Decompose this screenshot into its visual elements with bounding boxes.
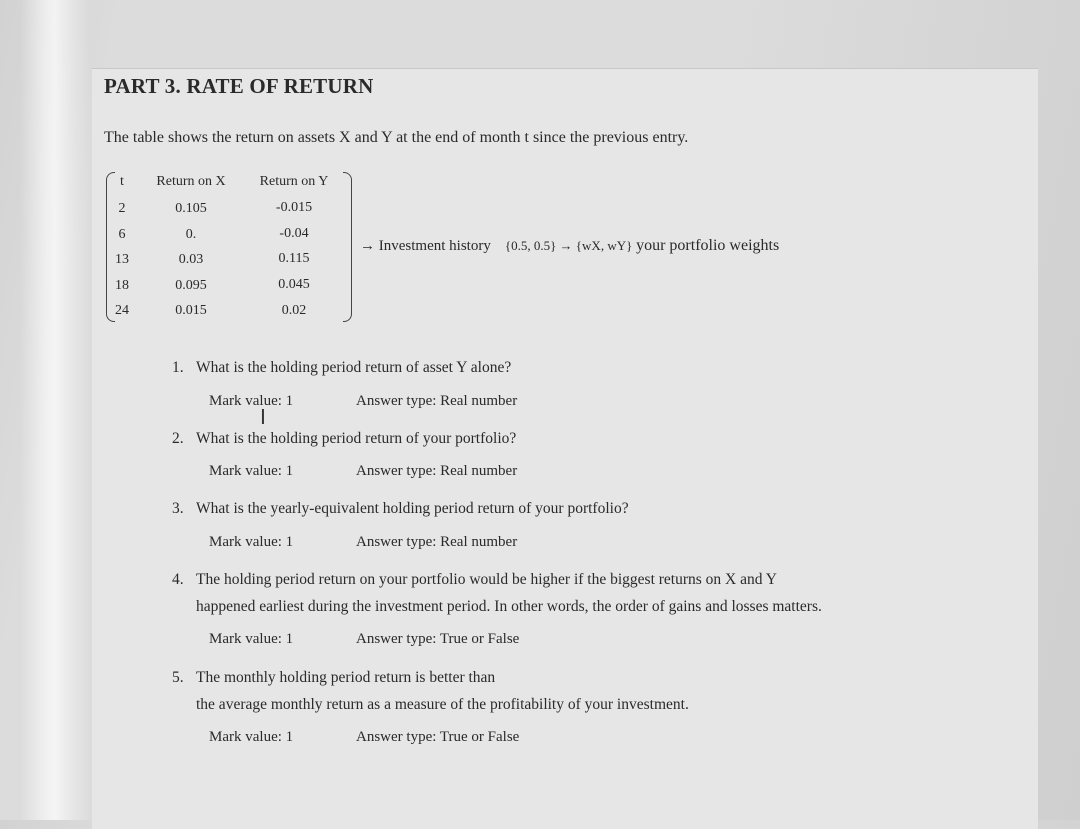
question-2 (172, 430, 516, 448)
screen-glare (20, 0, 90, 820)
question-2-meta (209, 463, 518, 480)
table-cell: 0. (185, 227, 197, 242)
question-5-meta (209, 729, 520, 746)
question-1 (172, 359, 511, 377)
matrix-right-bracket (343, 172, 352, 322)
weights-expression: {0.5, 0.5} → {wX, wY} (504, 238, 633, 253)
question-text: The holding period return on your portfolio would be higher if the biggest returns on X and Y (196, 571, 777, 588)
investment-history (360, 237, 779, 255)
weights-label: your portfolio weights (636, 237, 780, 254)
table-cell: -0.015 (275, 200, 313, 215)
header-t: t (120, 174, 124, 189)
matrix-left-bracket (106, 172, 115, 322)
mark-value: Mark value: 1 (209, 463, 294, 479)
question-4 (172, 571, 777, 589)
question-text: The monthly holding period return is better than (196, 669, 496, 686)
header-return-y: Return on Y (259, 174, 329, 189)
investment-label: → Investment history (360, 238, 491, 254)
question-4-line2: happened earliest during the investment period. In other words, the order of gains and losses matters. (196, 598, 822, 615)
answer-type: Answer type: True or False (356, 729, 520, 745)
question-3 (172, 500, 629, 518)
question-text: What is the holding period return of your portfolio? (196, 430, 517, 447)
question-5-line2: the average monthly return as a measure of the profitability of your investment. (196, 696, 689, 713)
question-text: What is the yearly-equivalent holding period return of your portfolio? (196, 500, 629, 517)
answer-type: Answer type: Real number (356, 393, 518, 409)
table-cell: 24 (115, 303, 129, 318)
question-number: 1. (172, 359, 184, 376)
question-number: 4. (172, 571, 184, 588)
table-cell: 0.03 (178, 252, 204, 267)
question-number: 5. (172, 669, 184, 686)
table-cell: 0.015 (175, 303, 207, 318)
question-number: 3. (172, 500, 184, 517)
table-cell: 0.105 (175, 201, 207, 216)
returns-table (106, 172, 352, 320)
question-number: 2. (172, 430, 184, 447)
table-cell: 18 (115, 278, 129, 293)
question-4-meta (209, 631, 520, 648)
mark-value: Mark value: 1 (209, 393, 294, 409)
question-5 (172, 669, 495, 687)
table-cell: 2 (118, 201, 126, 216)
question-3-meta (209, 534, 518, 551)
text-cursor-icon: I (260, 405, 266, 429)
header-return-x: Return on X (156, 174, 226, 189)
question-1-meta (209, 393, 518, 410)
mark-value: Mark value: 1 (209, 534, 294, 550)
answer-type: Answer type: Real number (356, 534, 518, 550)
intro-text: The table shows the return on assets X and Y at the end of month t since the previous entry. (104, 129, 689, 146)
table-cell: 13 (115, 252, 129, 267)
table-cell: 0.095 (175, 278, 207, 293)
answer-type: Answer type: True or False (356, 631, 520, 647)
part-title: PART 3. RATE OF RETURN (104, 74, 374, 98)
table-cell: 6 (118, 227, 126, 242)
table-cell: -0.04 (279, 226, 309, 241)
table-cell: 0.02 (281, 303, 307, 318)
table-cell: 0.115 (278, 251, 310, 266)
question-text: What is the holding period return of asset Y alone? (196, 359, 512, 376)
table-cell: 0.045 (278, 277, 310, 292)
mark-value: Mark value: 1 (209, 729, 294, 745)
mark-value: Mark value: 1 (209, 631, 294, 647)
answer-type: Answer type: Real number (356, 463, 518, 479)
